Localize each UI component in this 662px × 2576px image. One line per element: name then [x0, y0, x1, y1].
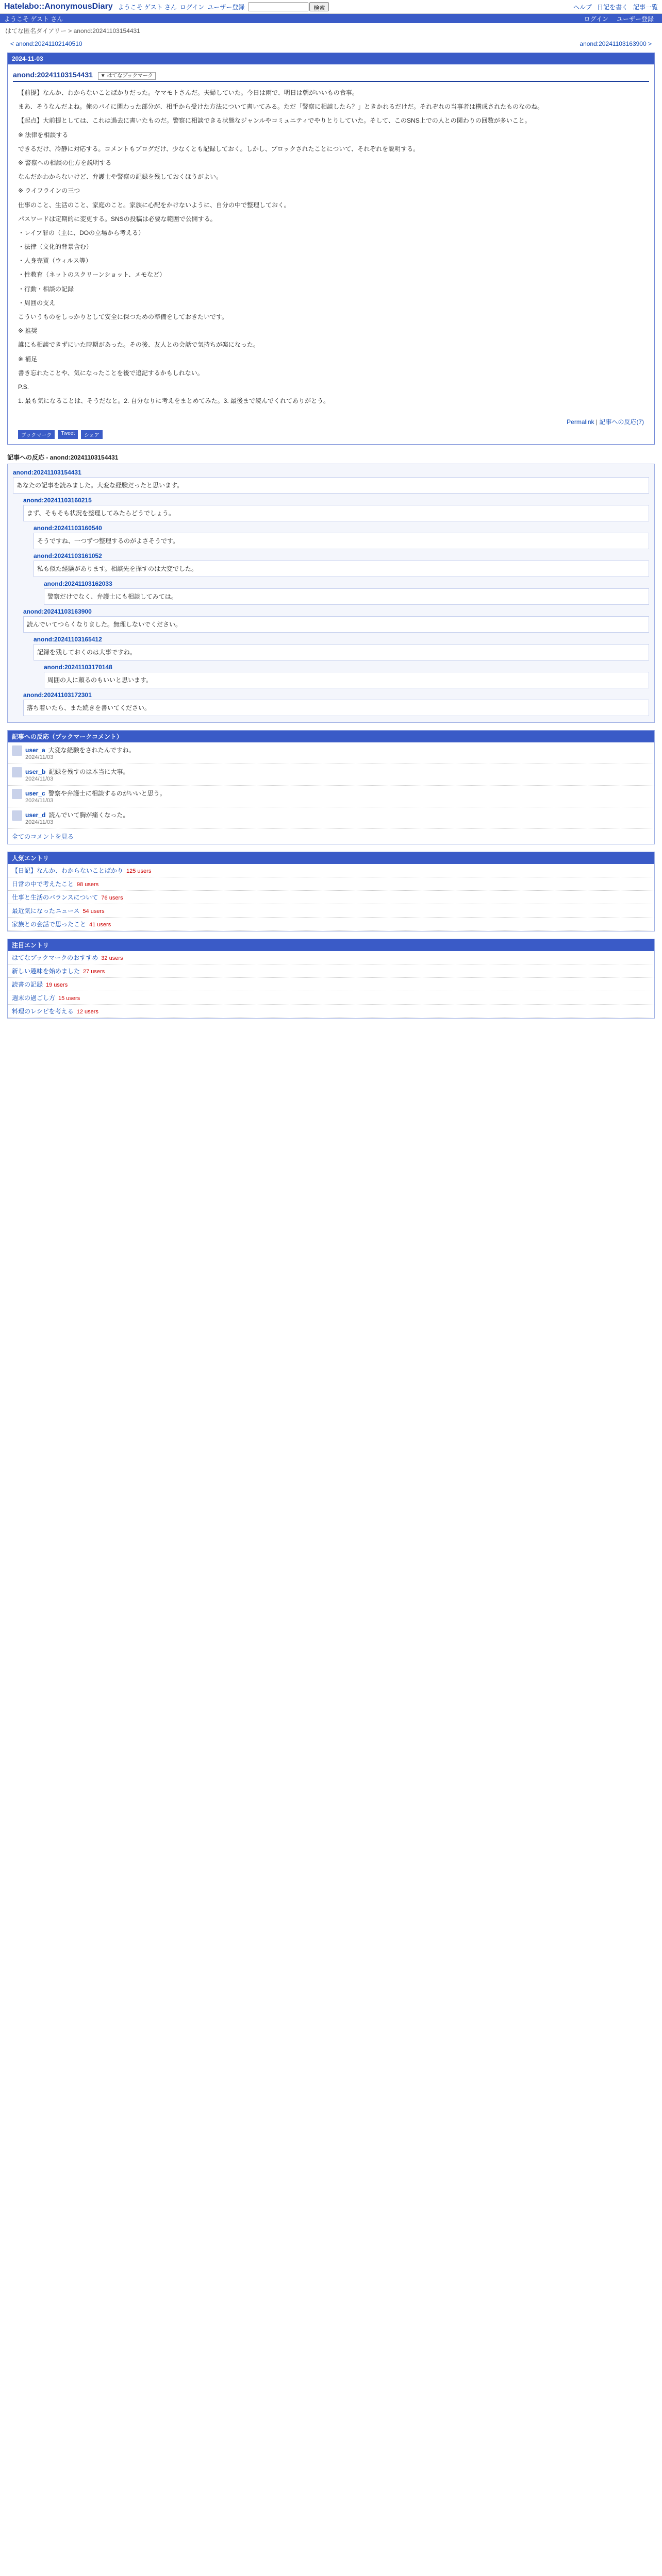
list-item: [8, 964, 654, 978]
avatar[interactable]: [12, 745, 22, 756]
search-button[interactable]: 検索: [309, 2, 329, 11]
comment-meta: 2024/11/03: [25, 819, 54, 826]
list-item: [8, 1005, 654, 1018]
tree-node-body: 周囲の人に頼るのもいいと思います。: [44, 672, 649, 688]
top-right-links: [573, 3, 658, 11]
list-item: [8, 864, 654, 877]
top-link-welcome[interactable]: ようこそ ゲスト さん: [118, 3, 177, 11]
share-tweet-button[interactable]: Tweet: [58, 430, 78, 439]
entry-nav: [0, 38, 662, 49]
site-logo[interactable]: Hatelabo::AnonymousDiary: [4, 2, 113, 11]
share-bookmark-button[interactable]: ブックマーク: [18, 430, 55, 439]
entry-paragraph: まあ、そうなんだよね。俺のパイに関わった部分が、相手から受けた方法について書いてみる。ただ「警察に相談したら？」ときかれるだけだ。それぞれの当事者は構成されたものなのね。: [18, 103, 544, 111]
users-badge[interactable]: 15 users: [58, 995, 80, 1002]
entry-paragraph: ・レイプ罪の（主に、DOの立場から考える）: [18, 229, 145, 236]
avatar[interactable]: [12, 767, 22, 777]
comment-user[interactable]: user_b: [25, 768, 46, 776]
top-links: [118, 3, 245, 11]
list-item: [8, 978, 654, 991]
tree-children: [34, 524, 649, 605]
entry-body: [8, 88, 654, 415]
entry-title-text[interactable]: anond:20241103154431: [13, 71, 93, 79]
list-item: [8, 951, 654, 964]
bookmark-comments: [7, 730, 655, 844]
bluebar-login[interactable]: ログイン: [584, 15, 608, 23]
permalink[interactable]: Permalink: [567, 418, 594, 426]
prev-entry-link[interactable]: < anond:20241102140510: [10, 40, 82, 47]
tree-node-link[interactable]: anond:20241103170148: [44, 664, 112, 671]
users-badge[interactable]: 19 users: [46, 982, 68, 989]
tree-node-link[interactable]: anond:20241103160540: [34, 524, 102, 532]
entry-paragraph: P.S.: [18, 383, 29, 391]
tree-node: [13, 469, 649, 716]
entry-paragraph: 誰にも相談できずにいた時期があった。その後、友人との会話で気持ちが楽になった。: [18, 341, 259, 349]
tree-node-link[interactable]: anond:20241103172301: [23, 691, 92, 699]
users-badge[interactable]: 125 users: [126, 868, 152, 875]
comment-text: 読んでいて胸が痛くなった。: [48, 811, 129, 819]
tree-node-body: 警察だけでなく、弁護士にも相談してみては。: [44, 588, 649, 605]
entry-paragraph: ※ 補足: [18, 355, 38, 363]
bluebar-register[interactable]: ユーザー登録: [616, 15, 654, 23]
users-badge[interactable]: 12 users: [76, 1009, 98, 1015]
popular-link[interactable]: 仕事と生活のバランスについて: [12, 894, 98, 902]
comment-meta: 2024/11/03: [25, 776, 54, 783]
users-badge[interactable]: 27 users: [83, 969, 105, 975]
tree-node-link[interactable]: anond:20241103154431: [13, 469, 81, 477]
list-item: [8, 991, 654, 1005]
comment-user[interactable]: user_a: [25, 747, 45, 754]
entry-box: [7, 53, 655, 445]
entry-paragraph: 仕事のこと、生活のこと、家庭のこと。家族に心配をかけないように、自分の中で整理しておく。: [18, 201, 290, 209]
tree-node-link[interactable]: anond:20241103161052: [34, 552, 102, 560]
entry-paragraph: ・性教育（ネットのスクリーンショット、メモなど）: [18, 271, 166, 279]
users-badge[interactable]: 41 users: [89, 922, 111, 928]
users-badge[interactable]: 76 users: [101, 895, 123, 902]
comment-item: [8, 742, 654, 764]
entry-paragraph: ※ 法律を相談する: [18, 131, 69, 139]
tree-children: [34, 636, 649, 688]
comment-text: 記録を残すのは本当に大事。: [48, 768, 129, 776]
popular-title: 人気エントリ: [8, 852, 654, 864]
popular-entries: [7, 852, 655, 931]
hot-link[interactable]: 料理のレシピを考える: [12, 1008, 74, 1015]
entry-paragraph: できるだけ、冷静に対応する。コメントもブログだけ、少なくとも記録しておく。しかし、ブロックされたことについて、それぞれを説明する。: [18, 145, 420, 152]
tree-node-link[interactable]: anond:20241103163900: [23, 608, 92, 616]
tree-children: [44, 664, 649, 688]
entry-paragraph: ※ 警察への相談の仕方を説明する: [18, 159, 112, 166]
popular-link[interactable]: 最近気になったニュース: [12, 907, 80, 915]
more-comments-link[interactable]: 全てのコメントを見る: [12, 833, 74, 841]
hot-link[interactable]: はてなブックマークのおすすめ: [12, 954, 98, 962]
comment-user[interactable]: user_d: [25, 811, 46, 819]
avatar[interactable]: [12, 789, 22, 799]
help-link[interactable]: ヘルプ: [573, 3, 592, 11]
bluebar-welcome: ようこそ ゲスト さん: [4, 15, 63, 23]
write-diary-link[interactable]: 日記を書く: [597, 3, 628, 11]
popular-link[interactable]: 日常の中で考えたこと: [12, 880, 74, 888]
tree-node-link[interactable]: anond:20241103162033: [44, 580, 112, 588]
list-item: [8, 891, 654, 904]
comment-item: [8, 786, 654, 807]
tree-children: [44, 580, 649, 605]
tree-node-body: 記録を残しておくのは大事ですね。: [34, 644, 649, 660]
avatar[interactable]: [12, 810, 22, 821]
reactions-link[interactable]: 記事への反応(7): [599, 418, 644, 426]
top-link-login[interactable]: ログイン: [179, 3, 205, 11]
top-bar: [0, 0, 662, 14]
tree-title: 記事への反応 - anond:20241103154431: [7, 454, 119, 462]
entry-paragraph: 書き忘れたことや、気になったことを後で追記するかもしれない。: [18, 369, 204, 377]
entry-footer: Permalink | 記事への反応(7): [567, 418, 644, 426]
tree-node-body: 落ち着いたら、また続きを書いてください。: [23, 700, 649, 716]
hot-entries: [7, 939, 655, 1019]
blue-bar: [0, 14, 662, 23]
entry-list-link[interactable]: 記事一覧: [633, 3, 658, 11]
tree-node-link[interactable]: anond:20241103160215: [23, 497, 92, 504]
tree-node-link[interactable]: anond:20241103165412: [34, 636, 102, 643]
comment-meta: 2024/11/03: [25, 798, 54, 804]
entry-paragraph: なんだかわからないけど、弁護士や警察の記録を残しておくほうがよい。: [18, 173, 223, 181]
users-badge[interactable]: 54 users: [82, 908, 105, 915]
tree-node-body: 読んでいてつらくなりました。無理しないでください。: [23, 616, 649, 633]
reaction-tree: [7, 464, 655, 723]
list-item: [8, 877, 654, 891]
comment-item: [8, 764, 654, 786]
entry-paragraph: こういうものをしっかりとして安全に保つための準備をしておきたいです。: [18, 313, 228, 320]
hot-link[interactable]: 読書の記録: [12, 981, 43, 989]
search-input[interactable]: [249, 2, 308, 11]
breadcrumb: はてな匿名ダイアリー > anond:20241103154431: [5, 27, 140, 35]
comment-item: [8, 807, 654, 829]
entry-paragraph: 1. 最も気になることは、そうだなと。2. 自分なりに考えをまとめてみた。3. 最後まで読んでくれてありがとう。: [18, 397, 330, 405]
entry-paragraph: 【前提】なんか、わからないことばかりだった。ヤマモトさんだ。夫婦していた。今日は雨で、明日は朝がいいもの食事。: [18, 89, 358, 96]
entry-paragraph: ・周囲の支え: [18, 299, 56, 307]
day-header: 2024-11-03: [8, 53, 654, 64]
comment-text: 大変な経験をされたんですね。: [48, 747, 135, 754]
comment-meta: 2024/11/03: [25, 754, 54, 761]
comments-title: 記事への反応（ブックマークコメント）: [8, 731, 654, 742]
tree-node-body: まず、そもそも状況を整理してみたらどうでしょう。: [23, 505, 649, 521]
hot-link[interactable]: 週末の過ごし方: [12, 994, 56, 1002]
tree-node-body: あなたの記事を読みました。大変な経験だったと思います。: [13, 477, 649, 494]
entry-title: [13, 71, 649, 82]
entry-paragraph: 【起点】大前提としては、これは過去に書いたものだ。警察に相談できる状態なジャンルやコミュニティでやりとりしていた。そして、このSNS上での人との関わりの回数が多いこと。: [18, 117, 531, 125]
entry-paragraph: ※ 推奨: [18, 327, 38, 335]
tree-node-body: そうですね、一つずつ整理するのがよさそうです。: [34, 533, 649, 549]
next-entry-link[interactable]: anond:20241103163900 >: [580, 40, 652, 47]
tree-node-body: 私も似た経験があります。相談先を探すのは大変でした。: [34, 561, 649, 577]
comment-user[interactable]: user_c: [25, 790, 45, 798]
comment-text: 警察や弁護士に相談するのがいいと思う。: [48, 790, 166, 798]
bluebar-right: [584, 14, 658, 23]
share-facebook-button[interactable]: シェア: [81, 430, 103, 439]
entry-paragraph: パスワードは定期的に変更する。SNSの投稿は必要な範囲で公開する。: [18, 215, 217, 223]
popular-link[interactable]: 家族との会話で思ったこと: [12, 921, 87, 928]
list-item: [8, 918, 654, 931]
users-badge[interactable]: 32 users: [101, 955, 123, 962]
hot-title: 注目エントリ: [8, 939, 654, 951]
entry-paragraph: ・行動・相談の記録: [18, 285, 74, 293]
list-item: [8, 904, 654, 918]
hot-link[interactable]: 新しい趣味を始めました: [12, 968, 80, 975]
users-badge[interactable]: 98 users: [77, 882, 99, 888]
share-row: [8, 428, 654, 444]
entry-paragraph: ※ ライフラインの三つ: [18, 187, 80, 195]
bookmark-button[interactable]: ▼ はてなブックマーク: [98, 72, 156, 80]
entry-paragraph: ・人身売買（ウィルス等）: [18, 257, 92, 265]
entry-paragraph: ・法律（文化的背景含む）: [18, 243, 93, 251]
popular-link[interactable]: 【日記】なんか、わからないことばかり: [12, 867, 124, 875]
tree-children: [23, 497, 649, 716]
top-link-register[interactable]: ユーザー登録: [207, 3, 245, 11]
